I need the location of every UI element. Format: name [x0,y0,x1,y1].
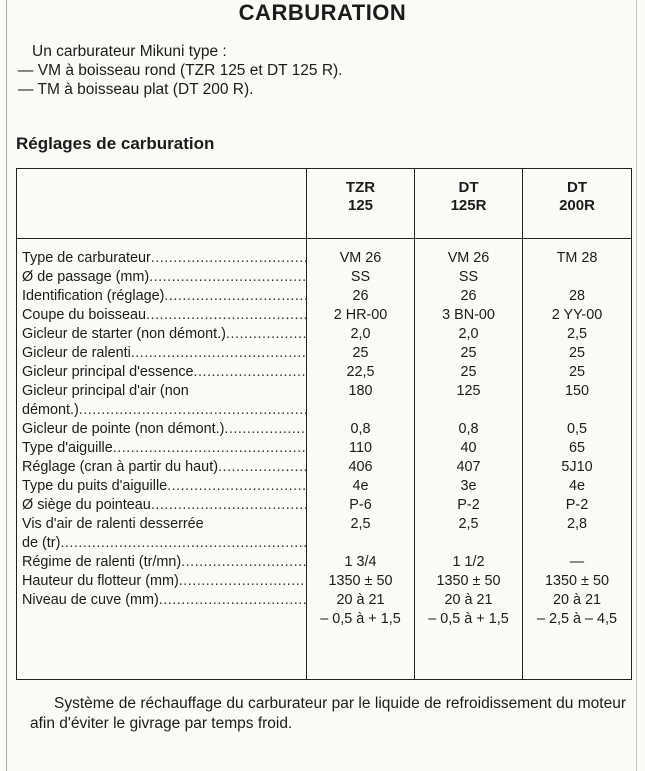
row-label-text: Ø de passage (mm) [22,269,150,285]
intro-line: — VM à boisseau rond (TZR 125 et DT 125 R). [18,62,343,79]
table-cell-value: 20 à 21 [552,592,601,608]
dot-leader [179,572,307,591]
table-cell-value: P-6 [349,497,372,513]
dot-leader [151,249,307,268]
dot-leader [60,534,307,553]
row-label-text: Gicleur de starter (non démont.) [22,326,226,342]
table-cell-value: 22,5 [346,364,375,380]
table-cell-value: 406 [348,459,373,475]
table-cell-value: 5J10 [561,459,593,475]
table-row-label [22,496,307,515]
row-labels [22,249,307,610]
table-cell-value: 2 HR-00 [333,307,388,323]
dot-leader [167,477,307,496]
page-title: CARBURATION [238,0,407,25]
dot-leader [149,268,307,287]
table-cell-value: 110 [349,440,372,456]
table-cell-value [307,534,414,553]
column-header-tzr125 [307,179,414,215]
table-row-label [22,401,307,420]
row-label-text: Gicleur principal d'air (non [22,383,189,399]
table-cell-value: 25 [460,364,477,380]
row-label-text: Type de carburateur [22,250,151,266]
table-row-label [22,515,307,534]
table-cell-value: 407 [456,459,481,475]
row-label-text: Régime de ralenti (tr/mn) [22,554,182,570]
row-label-text: Gicleur principal d'essence [22,364,194,380]
row-label-text: Type du puits d'aiguille [22,478,168,494]
table-cell-value: 20 à 21 [444,592,493,608]
table-cell-value: 65 [568,440,585,456]
table-cell-value: 26 [460,288,477,304]
column-header-line: TZR [345,179,376,196]
settings-table [16,168,632,680]
dot-leader [164,287,307,306]
table-row-label [22,325,307,344]
page-edge-left [6,0,7,771]
table-row-label [22,477,307,496]
table-row-label [22,249,307,268]
row-label-text: démont.) [22,402,79,418]
column-header-line: 125 [347,197,374,214]
table-cell-value: 2,5 [566,326,587,342]
table-cell-value: 1350 ± 50 [328,573,393,589]
dot-leader [194,363,307,382]
column-values-dt200r [523,249,631,629]
table-cell-value: 40 [460,440,477,456]
table-cell-value: SS [350,269,371,285]
table-cell-value: 25 [460,345,477,361]
table-cell-value: 28 [568,288,585,304]
table-cell-value: 4e [352,478,369,494]
table-row-label [22,572,307,591]
row-label-text: Identification (réglage) [22,288,165,304]
table-cell-value [523,534,631,553]
table-row-label [22,420,307,439]
table-cell-value: 2,5 [458,516,479,532]
table-row-label [22,534,307,553]
dot-leader [159,591,307,610]
table-cell-value: 1 1/2 [452,554,485,570]
table-cell-value: 3 BN-00 [442,307,495,323]
table-cell-value: 125 [456,383,481,399]
table-cell-value: – 2,5 à – 4,5 [536,611,617,627]
table-cell-value: 180 [348,383,373,399]
table-cell-value: TM 28 [556,250,598,266]
table-row-label [22,344,307,363]
dot-leader [224,420,307,439]
table-cell-value: 0,8 [458,421,479,437]
table-cell-value [307,401,414,420]
table-cell-value: — [569,554,585,570]
table-cell-value: 25 [352,345,369,361]
table-cell-value: VM 26 [339,250,382,266]
table-cell-value [415,534,522,553]
table-cell-value: 2,5 [350,516,371,532]
table-cell-value: 4e [568,478,585,494]
table-cell-value: P-2 [565,497,589,513]
table-cell-value: 150 [564,383,589,399]
table-row-label [22,458,307,477]
dot-leader [79,401,307,420]
table-cell-value: 2 YY-00 [551,307,603,323]
table-row-label [22,591,307,610]
row-label-text: Type d'aiguille [22,440,113,456]
column-header-dt200r [523,179,631,215]
table-cell-value: 25 [568,364,585,380]
table-cell-value: 2,0 [458,326,479,342]
row-label-text: de (tr) [22,535,61,551]
column-header-line: DT [567,179,587,196]
dot-leader [146,306,307,325]
column-header-line: 200R [559,197,595,214]
table-cell-value: 2,8 [566,516,587,532]
dot-leader [226,325,307,344]
table-cell-value [523,268,631,287]
table-cell-value: VM 26 [447,250,490,266]
intro-text [18,42,343,99]
table-cell-value: – 0,5 à + 1,5 [428,611,509,627]
row-label-text: Gicleur de ralenti [22,345,131,361]
column-header-line: 125R [450,197,487,214]
table-cell-value: 3e [460,478,477,494]
page-edge-right [636,0,637,771]
row-label-text: Coupe du boisseau [22,307,147,323]
table-cell-value: SS [458,269,479,285]
row-label-text: Vis d'air de ralenti desserrée [22,516,204,532]
footer-note: Système de réchauffage du carburateur par le liquide de refroidissement du moteur afin d'éviter le givrage par temps froid. [30,695,626,732]
dot-leader [131,344,307,363]
table-row-label [22,382,307,401]
table-cell-value: 1350 ± 50 [545,573,609,589]
column-values-tzr125 [307,249,414,629]
table-row-label [22,363,307,382]
row-label-text: Hauteur du flotteur (mm) [22,573,179,589]
table-row-label [22,306,307,325]
row-label-text: Niveau de cuve (mm) [22,592,159,608]
table-row-label [22,268,307,287]
table-cell-value: – 0,5 à + 1,5 [320,611,401,627]
dot-leader [151,496,307,515]
column-values-dt125r [415,249,522,629]
table-cell-value: P-2 [457,497,480,513]
table-row-label [22,287,307,306]
table-cell-value: 2,0 [350,326,371,342]
table-cell-value: 0,5 [566,421,587,437]
dot-leader [113,439,307,458]
table-cell-value: 20 à 21 [336,592,385,608]
row-label-text: Gicleur de pointe (non démont.) [22,421,225,437]
table-row-label [22,439,307,458]
row-label-text: Ø siège du pointeau [22,497,151,513]
dot-leader [181,553,307,572]
table-cell-value: 0,8 [350,421,371,437]
column-header-line: DT [458,179,479,196]
intro-line: — TM à boisseau plat (DT 200 R). [18,81,254,98]
table-row-label [22,553,307,572]
table-cell-value: 1 3/4 [344,554,377,570]
table-cell-value: 25 [568,345,585,361]
row-label-text: Réglage (cran à partir du haut) [22,459,218,475]
table-cell-value [523,401,631,420]
dot-leader [218,458,307,477]
table-cell-value [415,401,522,420]
column-header-dt125r [415,179,522,215]
table-cell-value: 1350 ± 50 [436,573,501,589]
section-title: Réglages de carburation [16,134,215,153]
table-cell-value: 26 [352,288,369,304]
intro-line: Un carburateur Mikuni type : [32,43,227,60]
